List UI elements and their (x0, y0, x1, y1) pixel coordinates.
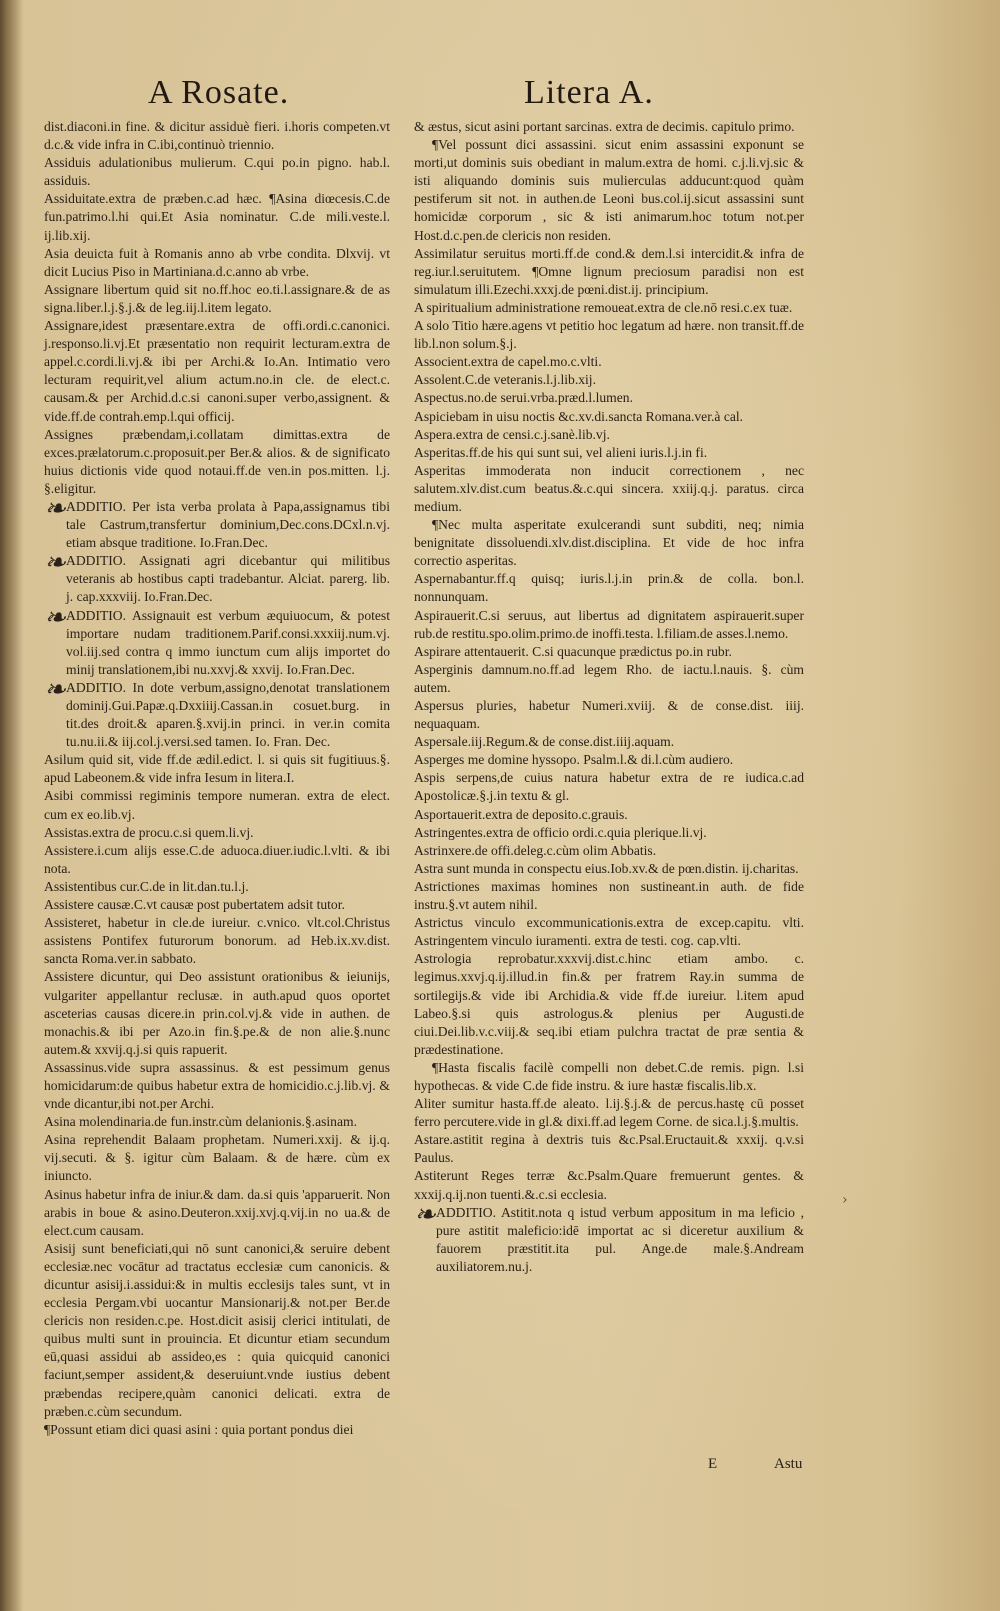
addition-block (414, 1199, 804, 1276)
entry: Assignes præbendam,i.collatam dimittas.extra de exces.prælatorum.c.proposuit.per Ber.& alios. & de significato huius dictionis vide quod notaui.ff.de ven.in pos.mitten. l.j. §.eligitur. (44, 426, 390, 496)
entry: Aspera.extra de censi.c.j.sanè.lib.vj. (414, 426, 610, 442)
addition-text: ADDITIO. In dote verbum,assigno,denotat translationem dominij.Gui.Papæ.q.Dxxiiij.Cassan.in cosuet.burg. in tit.des droit.& aparen.§.xvij.in princi. in ver.in comita tu.nu.ii.& iij.col.j.versi.sed tamen. Io. Fran. Dec. (66, 679, 390, 750)
entry: Astrologia reprobatur.xxxvij.dist.c.hinc etiam ambo. c. legimus.xxvj.q.ij.illud.in fin.& per fratrem Ray.in summa de sortilegijs.& vide ibi Archidia.& vide ff.de iureiur. l.item apud Labeo.§.si quis astrologus.& plenius per Augusti.de ciui.Dei.lib.v.c.viij.& seq.ibi etiam pulchra tractat de præ sentia & prædestinatione. (414, 951, 804, 1057)
entry: Aspis serpens,de cuius natura habetur extra de re iudica.c.ad Apostolicæ.§.j.in textu & gl. (414, 770, 804, 804)
entry: Associent.extra de capel.mo.c.vlti. (414, 354, 602, 370)
entry: Asina molendinaria.de fun.instr.cùm delanionis.§.asinam. (44, 1114, 357, 1130)
entry: Asilum quid sit, vide ff.de ædil.edict. l. si quis sit fugitiuus.§. apud Labeonem.& vide infra Iesum in litera.I. (44, 752, 390, 786)
entry: A spiritualium administratione remoueat.extra de cle.nō resi.c.ex tuæ. (414, 299, 793, 315)
addition-text: ADDITIO. Astitit.nota q istud verbum appositum in ma leficio , pure astitit maleficio:idē importat ac si diceretur auxilium & fauorem præstitit.ita pul. Ange.de male.§.Andream auxiliatorem.nu.j. (436, 1204, 804, 1274)
entry: Assignare libertum quid sit no.ff.hoc eo.ti.l.assignare.& de as signa.liber.l.j.§.j.& de leg.iij.l.item legato. (44, 281, 390, 315)
entry: Astrinxere.de offi.deleg.c.cùm olim Abbatis. (414, 842, 657, 858)
entry: A solo Titio hære.agens vt petitio hoc legatum ad hære. non transit.ff.de lib.l.non solum.§.j. (414, 318, 804, 352)
entry: ¶Nec multa asperitate exulcerandi sunt subditi, neq; nimia benignitate dissoluendi.xlv.dist.disciplina. Et vide de hoc infra correctio asperitas. (414, 517, 804, 569)
entry: Asina reprehendit Balaam prophetam. Numeri.xxij. & ij.q. vij.secuti. & §. igitur cùm Balaam. & de hære. cùm ex iniuncto. (44, 1132, 390, 1184)
entry: ¶Possunt etiam dici quasi asini : quia portant pondus diei (44, 1421, 354, 1437)
entry: Asia deuicta fuit à Romanis anno ab vrbe condita. Dlxvij. vt dicit Lucius Piso in Martiniana.d.c.anno ab vrbe. (44, 245, 390, 279)
addition-text: ADDITIO. Assignati agri dicebantur qui militibus veteranis ab hostibus capti tradebantur. Alciat. parerg. lib. j. cap.xxxviij. Io.Fran.Dec. (66, 553, 390, 605)
entry: Asperitas.ff.de his qui sunt sui, vel alieni iuris.l.j.in fi. (414, 444, 708, 460)
entry: Assassinus.vide supra assassinus. & est pessimum genus homicidarum:de quibus habetur extra de homicidio.c.j.lib.vj. & vnde dicantur,ibi not.per Archi. (44, 1059, 390, 1112)
margin-mark: › (842, 1192, 848, 1208)
running-head-right: Litera A. (524, 74, 654, 111)
entry: Assolent.C.de veteranis.l.j.lib.xij. (414, 372, 596, 388)
entry: dist.diaconi.in fine. & dicitur assiduè fieri. i.horis competen.vt d.c.& vide infra in C.ibi,continuò triennio. (44, 119, 390, 153)
entry: Astringentes.extra de officio ordi.c.quia plerique.li.vj. (414, 824, 707, 840)
entry: & æstus, sicut asini portant sarcinas. extra de decimis. capitulo primo. (414, 119, 795, 134)
entry: Asperginis damnum.no.ff.ad legem Rho. de iactu.l.nauis. §. cùm autem. (414, 661, 804, 695)
addition-flourish-icon: ❧ (44, 548, 66, 578)
entry: Astare.astitit regina à dextris tuis &c.Psal.Eructauit.& xxxij. q.v.si Paulus. (414, 1132, 804, 1166)
entry: Aspirare attentauerit. C.si quacunque prædictus po.in rubr. (414, 643, 732, 659)
gutter-shadow (0, 0, 24, 1611)
entry: Assignare,idest præsentare.extra de offi.ordi.c.canonici. j.responso.li.vj.Et præsentatio non requirit lecturam.extra de appel.c.cordi.li.vj.& ibi per Archi.& Io.An. Intimatio vero lecturam requirit,vel alium actum.no.in cle. de elect.c. causam.& per Archid.d.c.si canoni.super verbo,assignent. & vide.ff.de contrah.emp.l.qui officij. (44, 318, 390, 424)
entry: ¶Vel possunt dici assassini. sicut enim assassini exponunt se morti,ut dominis suis obediant in malum.extra de homi. c.j.li.vj.sic & isti aliquando dominis suis mulierculas adducunt:quod quàm pestiferum sit not. in authen.de Leoni bus.col.ij.sicut assassini sunt homicidæ corporum , sic & isti animarum.hoc totum not.per Host.d.c.pen.de clericis non residen. (414, 137, 804, 243)
left-column (44, 118, 390, 1439)
entry: Assistentibus cur.C.de in lit.dan.tu.l.j. (44, 878, 249, 894)
addition-text: ADDITIO. Assignauit est verbum æquiuocum, & potest importare nudam traditionem.Parif.consi.xxxiij.num.vj. vol.iij.sed contra q immo iunctum cum alijs importet do minij translationem,ibi nu.xxvj.& xxvij. Io.Fran.Dec. (66, 607, 390, 677)
entry: Astrictus vinculo excommunicationis.extra de excep.capitu. vlti. Astringentem vinculo iuramenti. extra de testi. cog. cap.vlti. (414, 915, 804, 949)
entry: Assistere causæ.C.vt causæ post pubertatem adsit tutor. (44, 897, 345, 913)
running-head-left: A Rosate. (148, 74, 290, 111)
entry: Asinus habetur infra de iniur.& dam. da.si quis 'apparuerit. Non arabis in boue & asino.Deuteron.xxij.xvj.q.vij.in no ua.& de elect.cum causam. (44, 1186, 390, 1238)
entry: Assistere dicuntur, qui Deo assistunt orationibus & ieiunijs, vulgariter appellantur reclusæ. in auth.apud quos oportet asceterias causas dicere.in prin.col.vj.& vide in authen. de monachis.& ibi per Azo.in fin.§.pe.& de non alie.§.nunc autem.& xxvij.q.j.si quis rapuerit. (44, 969, 390, 1057)
entry: Assistere.i.cum alijs esse.C.de aduoca.diuer.iudic.l.vlti. & ibi nota. (44, 842, 390, 876)
entry: Asisij sunt beneficiati,qui nō sunt canonici,& seruire debent ecclesiæ.nec vocātur ad tractatus ecclesiæ cum canonicis. & dicuntur asisij.i.assidui:& in multis ecclesijs tales sunt, vt in ecclesia Pergam.vbi uocantur Mansionarij.& not.per Ber.de clericis non residen.c.pe. Host.dicit asisij clerici intitulati, de quibus multi sunt in prouincia. Et dicuntur etiam secundum eū,quasi assidui ab assideo,es : quia quicquid canonici faciunt,semper assident,& deseruiunt.vnde iustius debent præbendas recipere,quàm canonici delicati. extra de præben.c.cùm secundum. (44, 1240, 390, 1419)
addition-text: ADDITIO. Per ista verba prolata à Papa,assignamus tibi tale Castrum,transfertur dominium,Dec.cons.DCxl.n.vj. etiam absque traditione. Io.Fran.Dec. (66, 498, 390, 551)
addition-flourish-icon: ❧ (44, 674, 66, 704)
addition-block (44, 548, 390, 606)
entry: ¶Hasta fiscalis facilè compelli non debet.C.de remis. pign. l.si hypothecas. & vide C.de fide instru. & iure hastæ fiscalis.lib.x. (414, 1059, 804, 1093)
entry: Aliter sumitur hasta.ff.de aleato. l.ij.§.j.& de percus.hastę cū posset ferro percutere.vide in gl.& dixi.ff.ad legem Corne. de sica.l.j.§.multis. (414, 1096, 804, 1130)
addition-flourish-icon: ❧ (44, 493, 66, 523)
addition-block (44, 602, 390, 679)
addition-flourish-icon: ❧ (414, 1199, 436, 1229)
entry: Astra sunt munda in conspectu eius.Iob.xv.& de pœn.distin. ij.charitas. (414, 860, 799, 876)
entry: Assistas.extra de procu.c.si quem.li.vj. (44, 824, 254, 840)
entry: Aspectus.no.de serui.vrba.præd.l.lumen. (414, 390, 633, 406)
right-column (414, 118, 804, 1276)
entry: Asperges me domine hyssopo. Psalm.l.& di.l.cùm audiero. (414, 752, 734, 768)
entry: Aspirauerit.C.si seruus, aut libertus ad dignitatem aspirauerit.super rub.de restitu.spo.olim.primo.de inoffi.testa. l.filiam.de asses.l.nemo. (414, 607, 804, 641)
entry: Aspersus pluries, habetur Numeri.xviij. & de conse.dist. iiij. nequaquam. (414, 698, 804, 732)
entry: Assiduitate.extra de præben.c.ad hæc. ¶Asina diœcesis.C.de fun.patrimo.l.hi qui.Et Asia nominatur. C.de mili.veste.l. ij.lib.xij. (44, 191, 390, 243)
entry: Aspernabantur.ff.q quisq; iuris.l.j.in prin.& de colla. bon.l. nonnunquam. (414, 571, 804, 605)
entry: Assisteret, habetur in cle.de iureiur. c.vnico. vlt.col.Christus assistens Pontifex futurorum bonorum. ad Heb.ix.xv.dist. sancta Roma.ver.in sabbato. (44, 915, 390, 967)
addition-block (44, 674, 390, 751)
addition-flourish-icon: ❧ (44, 602, 66, 632)
entry: Assiduis adulationibus mulierum. C.qui po.in pigno. hab.l. assiduis. (44, 155, 390, 189)
entry: Aspiciebam in uisu noctis &c.xv.di.sancta Romana.ver.à cal. (414, 408, 744, 424)
entry: Aspersale.iij.Regum.& de conse.dist.iiij.aquam. (414, 734, 675, 750)
entry: Asibi commissi regiminis tempore numeran. extra de elect. cum ex eo.lib.vj. (44, 788, 390, 822)
signature-mark: E (708, 1456, 718, 1472)
catchword: Astu (774, 1456, 803, 1472)
entry: Asperitas immoderata non inducit correctionem , nec salutem.xlv.dist.cum beatus.&.c.qui sincera. xxiij.q.j. paratus. circa medium. (414, 462, 804, 514)
addition-block (44, 493, 390, 552)
entry: Astiterunt Reges terræ &c.Psalm.Quare fremuerunt gentes. & xxxij.q.ij.non tuenti.&.c.si ecclesia. (414, 1168, 804, 1202)
entry: Astrictiones maximas homines non sustineant.in auth. de fide instru.§.vt autem nihil. (414, 878, 804, 913)
entry: Assimilatur seruitus morti.ff.de cond.& dem.l.si intercidit.& infra de reg.iur.l.seruitutem. ¶Omne lignum preciosum paradisi non est simulatum illi.Ezechi.xxxj.de pœni.dist.ij. principium. (414, 245, 804, 297)
entry: Asportauerit.extra de deposito.c.grauis. (414, 806, 628, 822)
